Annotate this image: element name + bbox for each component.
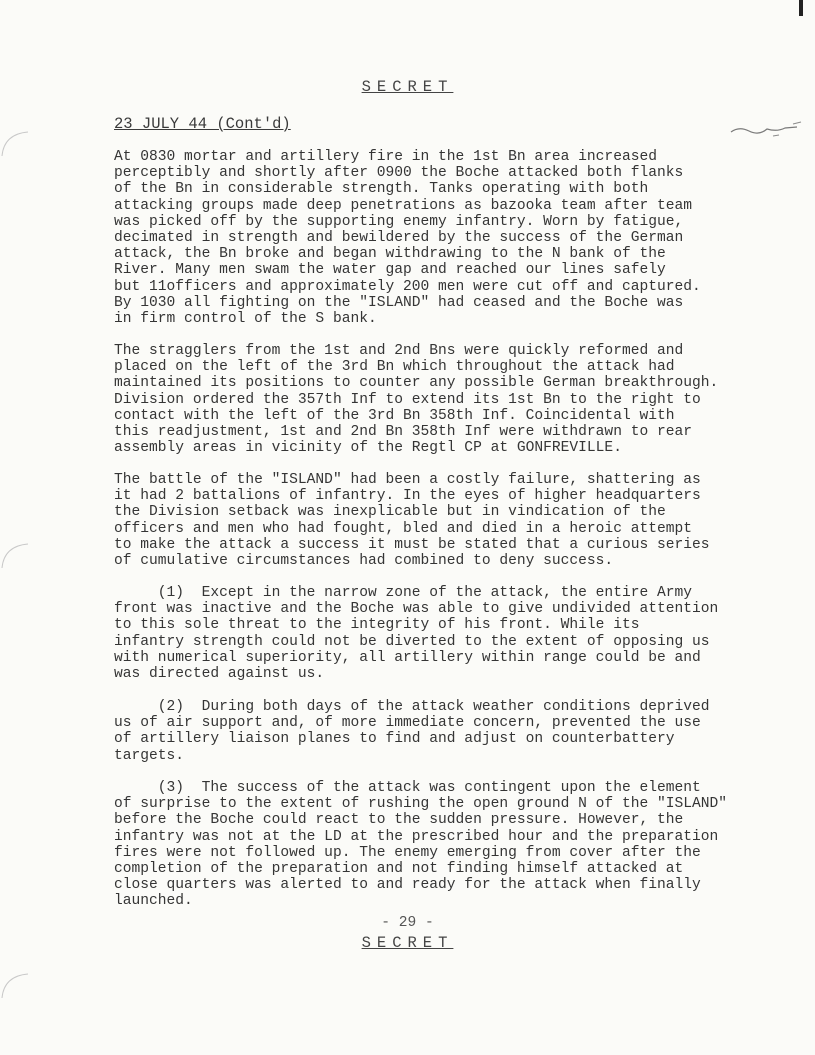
margin-arc-mark — [0, 128, 30, 158]
classification-footer: SECRET — [361, 934, 454, 952]
paragraph-circumstance-1: (1) Except in the narrow zone of the attack, the entire Army front was inactive and the Boche was able to give undivided attention to this sole threat to the integrity of his front. While its infantry strength could not be diverted to the extent of opposing us with numerical superiority, all artillery within range could be and was directed against us. — [114, 585, 719, 683]
paragraph-island-fight: At 0830 mortar and artillery fire in the 1st Bn area increased perceptibly and shortly after 0900 the Boche attacked both flanks of the Bn in considerable strength. Tanks operating with both attacking groups made deep penetrations as bazooka team after team was picked off by the supporting enemy infantry. Worn by fatigue, decimated in strength and bewildered by the success of the German attack, the Bn broke and began withdrawing to the N bank of the River. Many men swam the water gap and reached our lines safely but 11officers and approximately 200 men were cut off and captured. By 1030 all fighting on the "ISLAND" had ceased and the Boche was in firm control of the S bank. — [114, 149, 701, 328]
page-number: - 29 - — [381, 915, 434, 931]
paragraph-stragglers: The stragglers from the 1st and 2nd Bns were quickly reformed and placed on the left of the 3rd Bn which throughout the attack had maintained its positions to counter any possible German breakthrough. Division ordered the 357th Inf to extend its 1st Bn to the right to contact with the left of the 3rd Bn 358th Inf. Coincidental with this readjustment, 1st and 2nd Bn 358th Inf were withdrawn to rear assembly areas in vicinity of the Regtl CP at GONFREVILLE. — [114, 343, 719, 457]
margin-arc-mark — [0, 540, 30, 570]
margin-arc-mark — [0, 970, 30, 1000]
paragraph-circumstance-2: (2) During both days of the attack weather conditions deprived us of air support and, of more immediate concern, prevented the use of artillery liaison planes to find and adjust on counterbattery targets. — [114, 699, 710, 764]
handwritten-mark — [727, 120, 807, 140]
classification-header: SECRET — [361, 78, 454, 96]
edge-mark — [799, 0, 803, 16]
paragraph-circumstance-3: (3) The success of the attack was contingent upon the element of surprise to the extent of rushing the open ground N of the "ISLAND" before the Boche could react to the sudden pressure. However, the infantry was not at the LD at the prescribed hour and the preparation fires were not followed up. The enemy emerging from cover after the completion of the preparation and not finding himself attacked at close quarters was alerted to and ready for the attack when finally launched. — [114, 780, 728, 910]
date-heading: 23 JULY 44 (Cont'd) — [114, 115, 291, 133]
paragraph-costly-failure: The battle of the "ISLAND" had been a costly failure, shattering as it had 2 battalions of infantry. In the eyes of higher headquarters the Division setback was inexplicable but in vindication of the officers and men who had fought, bled and died in a heroic attempt to make the attack a success it must be stated that a curious series of cumulative circumstances had combined to deny success. — [114, 472, 710, 570]
